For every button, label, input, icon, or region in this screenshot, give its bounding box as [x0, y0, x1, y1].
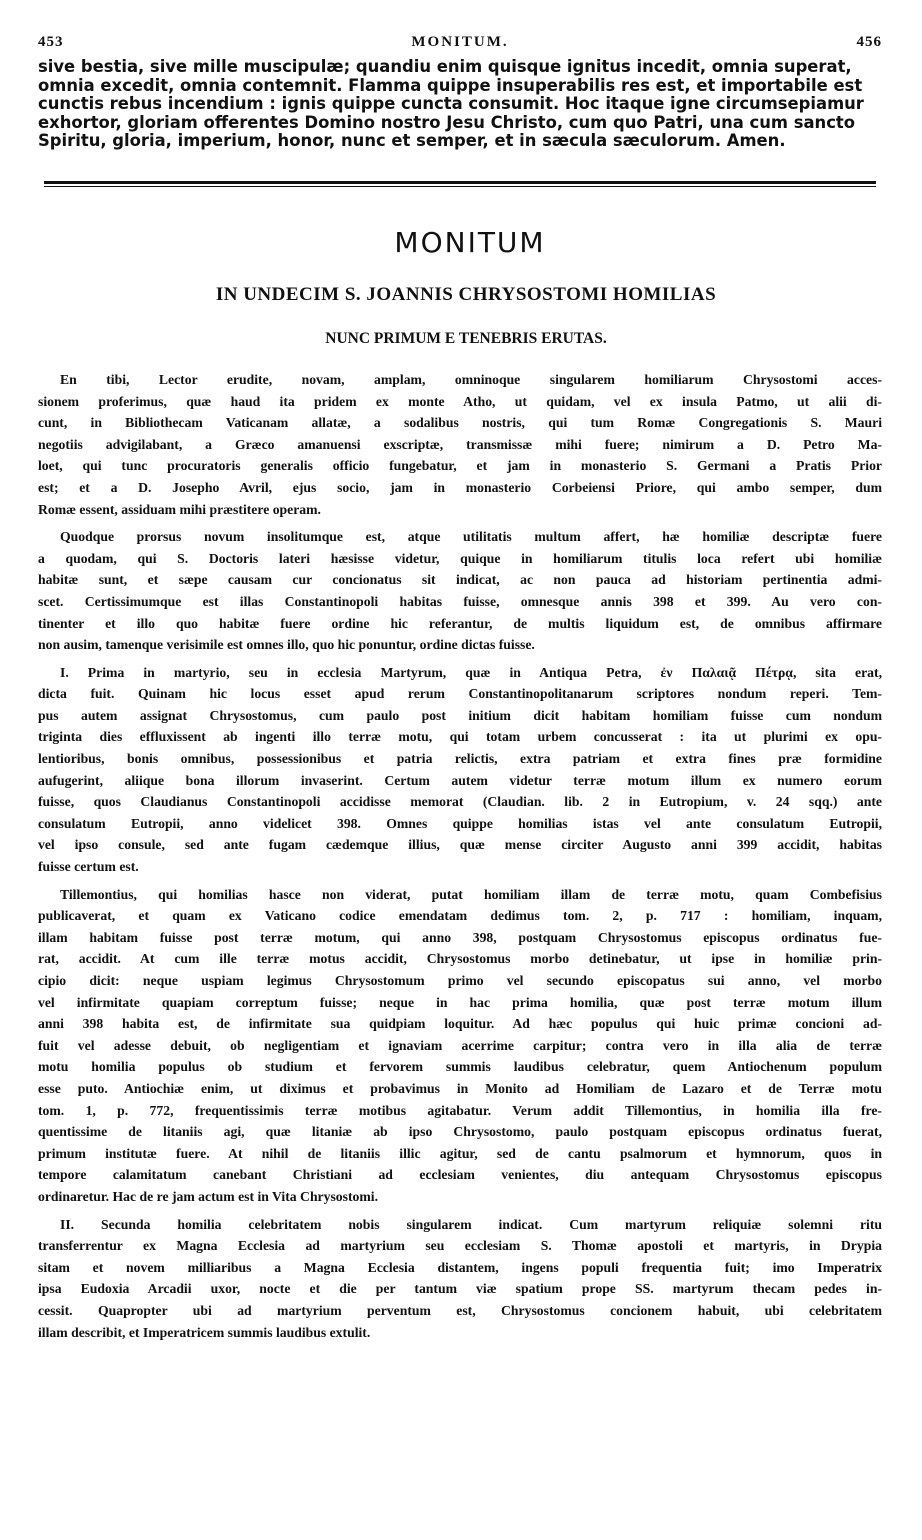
text-line: scet. Certissimumque est illas Constantinopoli habitas fuisse, omnesque annis 398 et 399. Au vero con- — [38, 593, 882, 609]
text-line: illam describit, et Imperatricem summis laudibus extulit. — [38, 1324, 371, 1340]
text-line: fuisse certum est. — [38, 859, 139, 875]
text-line: ordinaretur. Hac de re jam actum est in Vita Chrysostomi. — [38, 1188, 378, 1204]
text-line: cunctis rebus incendium : ignis quippe cuncta consumit. Hoc itaque igne circumsepiamur — [38, 95, 864, 114]
text-line: illam habitam fuisse post terræ motum, qui anno 398, postquam Chrysostomus episcopus ordinatus fue- — [38, 929, 882, 945]
text-line: tempore calamitatum canebant Christiani ad ecclesiam venientes, diu antequam Chrysostomus episcopus — [38, 1167, 882, 1183]
paragraph — [38, 884, 882, 1208]
text-line: publicaverat, et quam ex Vaticano codice emendatam dedimus tom. 2, p. 717 : homiliam, inquam, — [38, 908, 882, 924]
text-line: ipsa Eudoxia Arcadii uxor, nocte et die per tantum viæ spatium prope SS. martyrum thecam pedes in- — [38, 1281, 882, 1297]
text-line: Romæ essent, assiduam mihi præstitere operam. — [38, 501, 321, 517]
text-line: aufugerint, aliique bona illorum invaserint. Certum autem videtur terræ motum illum ex numero eorum — [38, 772, 882, 788]
running-head-title: MONITUM. — [411, 34, 509, 50]
text-line: loet, qui tunc procuratoris generalis officio fungebatur, et jam in monasterio S. Germani a Pratis Prior — [38, 458, 882, 474]
text-line: vel ipso consule, sed ante fugam cædemque illius, quæ mense circiter Augusto anni 399 accidit, habitas — [38, 837, 882, 853]
text-line: quentissime de litaniis agi, quæ litaniæ ab ipso Chrysostomo, paulo postquam episcopus ordinatus fuerat, — [38, 1124, 882, 1140]
text-line: esse puto. Antiochiæ enim, ut diximus et probavimus in Monito ad Homiliam de Lazaro et de Terræ motu — [38, 1080, 882, 1096]
text-line: triginta dies effluxissent ab ingenti illo terræ motu, qui totam urbem concusserat : ita ut plurimi ex opu- — [38, 729, 882, 745]
right-page-number: 456 — [856, 34, 882, 50]
text-line: a quodam, qui S. Doctoris lateri hæsisse videtur, quique in homiliarum titulis loca refert ubi homiliæ — [38, 550, 882, 566]
subtitle: IN UNDECIM S. JOANNIS CHRYSOSTOMI HOMILIAS — [215, 283, 717, 305]
text-line: Tillemontius, qui homilias hasce non viderat, putat homiliam illam de terræ motu, quam Combefisius — [60, 886, 882, 902]
text-line: II. Secunda homilia celebritatem nobis singularem indicat. Cum martyrum reliquiæ solemni ritu — [60, 1216, 882, 1232]
text-line: fuisse, quos Claudianus Constantinopoli accidisse memorat (Claudian. lib. 2 in Eutropium, v. 24 sqq.) ante — [38, 794, 882, 810]
section-divider — [44, 181, 876, 187]
text-line: consulatum Eutropii, anno videlicet 398. Omnes quippe homilias istas vel ante consulatum Eutropii, — [38, 815, 882, 831]
text-line: non ausim, tamenque verisimile est omnes illo, quo hic ponuntur, ordine dictas fuisse. — [38, 637, 535, 653]
text-line: negotiis advigilabant, a Græco amanuensi exscriptæ, transmissæ mihi fuere; nimirum a D. Petro Ma- — [38, 436, 882, 452]
subtitle-secondary: NUNC PRIMUM E TENEBRIS ERUTAS. — [325, 329, 607, 347]
text-line: I. Prima in martyrio, seu in ecclesia Martyrum, quæ in Antiqua Petra, ἐν Παλαιᾷ Πέτρᾳ, sita erat, — [60, 664, 882, 680]
text-line: cunt, in Bibliothecam Vaticanam allatæ, a sodalibus nostris, qui tum Romæ Congregationis S. Mauri — [38, 415, 882, 431]
text-line: tinenter et illo quo habitæ fuere ordine hic referantur, de multis liquidum est, de omnibus affirmare — [38, 615, 882, 631]
text-line: tom. 1, p. 772, frequentissimis terræ motibus agitabatur. Verum addit Tillemontius, in homilia illa fre- — [38, 1102, 882, 1118]
text-line: Quodque prorsus novum insolitumque est, atque utilitatis multum affert, hæ homiliæ descriptæ fuere — [60, 529, 882, 545]
text-line: dicta fuit. Quinam hic locus esset apud rerum Constantinopolitanarum scriptores nondum reperi. Tem- — [38, 686, 882, 702]
divider-thick-line — [44, 181, 876, 184]
text-line: rat, accidit. At cum ille terræ motus accidit, Chrysostomus morbo detinebatur, ut ipse in homiliæ prin- — [38, 951, 882, 967]
running-head — [38, 34, 882, 56]
text-line: sitam et novem milliaribus a Magna Ecclesia distantem, ingens populi frequentia fuit; imo Imperatrix — [38, 1259, 882, 1275]
divider-thin-line — [44, 186, 876, 187]
main-title: MONITUM — [394, 225, 546, 259]
paragraph — [38, 526, 882, 656]
body-text — [38, 369, 882, 1343]
text-line: lentioribus, bonis omnibus, possessionibus et patria relictis, extra patriam et extra fines præ formidine — [38, 751, 882, 767]
paragraph — [38, 369, 882, 520]
text-line: est; et a D. Josepho Avril, ejus socio, jam in monasterio Corbeiensi Priore, qui ambo semper, dum — [38, 479, 882, 495]
text-line: cessit. Quapropter ubi ad martyrium perventum est, Chrysostomus concionem habuit, ubi celebritatem — [38, 1302, 882, 1318]
text-line: pus autem assignat Chrysostomus, cum paulo post initium dicit habitam homiliam fuisse cum nondum — [38, 707, 882, 723]
paragraph — [38, 662, 882, 878]
left-page-number: 453 — [38, 34, 64, 50]
text-line: sive bestia, sive mille muscipulæ; quandiu enim quisque ignitus incedit, omnia superat, — [38, 58, 852, 76]
text-line: anni 398 habita est, de infirmitate sua quidpiam loquitur. Ad hæc populus qui huic primæ concioni ad- — [38, 1016, 882, 1032]
paragraph — [38, 1214, 882, 1344]
text-line: En tibi, Lector erudite, novam, amplam, omninoque singularem homiliarum Chrysostomi acces- — [60, 371, 882, 387]
text-line: fuit vel adesse debuit, ob negligentiam et ignaviam acerrime carpitur; contra vero in illa alia de terræ — [38, 1037, 882, 1053]
text-line: transferrentur ex Magna Ecclesia ad martyrium seu ecclesiam S. Thomæ apostoli et martyris, in Drypia — [38, 1238, 882, 1254]
text-line: primum institutæ fuere. At nihil de litaniis illic agitur, sed de cantu psalmorum et hymnorum, quos in — [38, 1145, 882, 1161]
previous-homily-ending — [38, 58, 882, 151]
text-line: cipio dicit: neque uspiam legimus Chrysostomum primo vel secundo episcopatus sui anno, vel morbo — [38, 973, 882, 988]
text-line: exhortor, gloriam offerentes Domino nostro Jesu Christo, cum quo Patri, una cum sancto — [38, 113, 856, 132]
text-line: vel infirmitate quapiam correptum fuisse; neque in hac prima homilia, quæ post terræ motum illum — [38, 994, 882, 1010]
text-line: sionem proferimus, quæ haud ita pridem ex monte Atho, ut quidam, vel ex insula Patmo, ut alii di- — [38, 393, 882, 409]
text-line: habitæ sunt, et sæpe causam cur concionatus sit indicat, ac non pauca ad historiam pertinentia admi- — [38, 572, 882, 588]
text-line: omnia excedit, omnia contemnit. Flamma quippe insuperabilis res est, et importabile est — [38, 76, 863, 95]
text-line: Spiritu, gloria, imperium, honor, nunc et semper, et in sæcula sæculorum. Amen. — [38, 132, 786, 151]
text-line: motu homilia populus ob studium et fervorem summis laudibus celebratur, quem Antiochenum populum — [38, 1059, 882, 1075]
